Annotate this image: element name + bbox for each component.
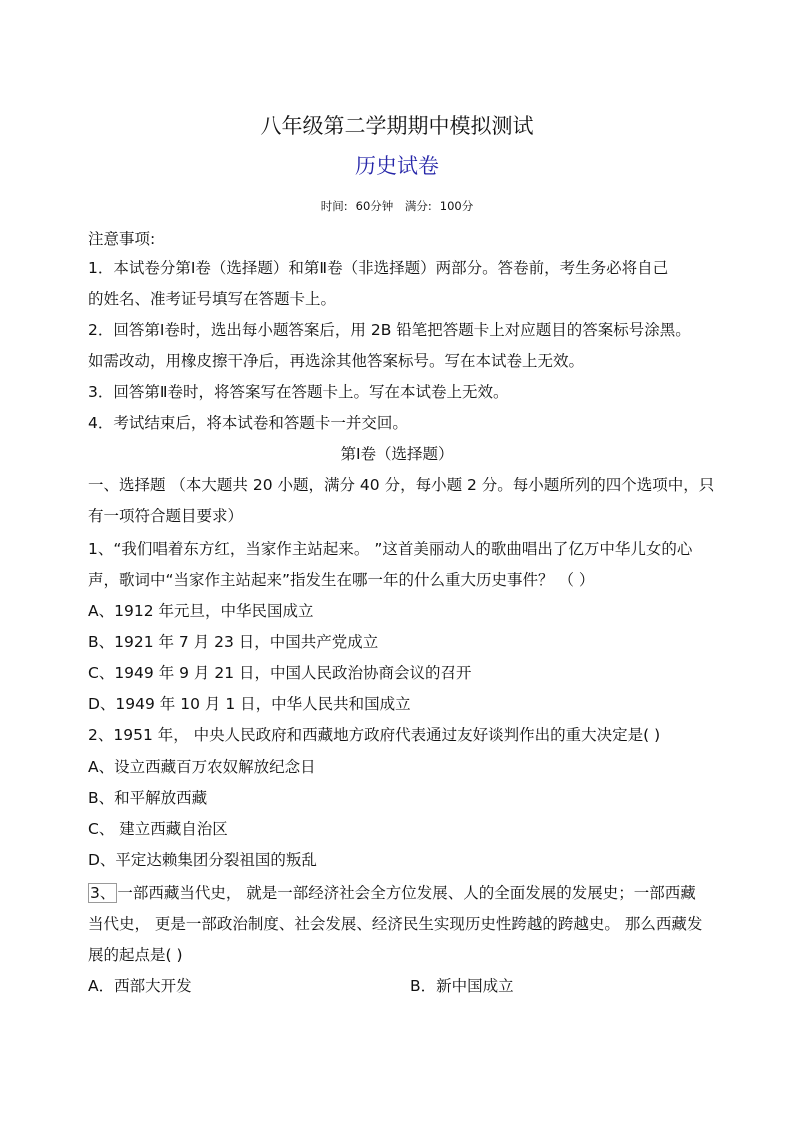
question-3-stem-end: 展的起点是( ) <box>88 946 183 964</box>
question-1-option-d: D、1949 年 10 月 1 日，中华人民共和国成立 <box>88 695 411 713</box>
question-3-option-b: B．新中国成立 <box>410 977 514 995</box>
question-2-option-a: A、设立西藏百万农奴解放纪念日 <box>88 758 316 776</box>
page-subtitle: 历史试卷 <box>355 154 439 178</box>
question-1-stem: 1、“我们唱着东方红，当家作主站起来。 ”这首美丽动人的歌曲唱出了亿万中华儿女的心 <box>88 540 693 558</box>
question-2-option-b: B、和平解放西藏 <box>88 789 208 807</box>
time-label: 时间: <box>320 199 348 213</box>
exam-meta <box>0 198 794 214</box>
score-label: 满分: <box>404 199 432 213</box>
section-intro: 一、选择题 （本大题共 20 小题，满分 40 分，每小题 2 分。每小题所列的四个选项中，只 <box>88 476 715 494</box>
question-3-option-a: A．西部大开发 <box>88 977 192 995</box>
question-1-option-a: A、1912 年元旦，中华民国成立 <box>88 602 314 620</box>
question-3-stem-cont: 当代史， 更是一部政治制度、社会发展、经济民生实现历史性跨越的跨越史。 那么西藏发 <box>88 915 703 933</box>
notice-item-1-cont: 的姓名、准考证号填写在答题卡上。 <box>88 290 337 308</box>
notice-item-3: 3．回答第Ⅱ卷时，将答案写在答题卡上。写在本试卷上无效。 <box>88 383 509 401</box>
question-3-number: 3、 <box>90 884 116 902</box>
section-intro-cont: 有一项符合题目要求） <box>88 507 244 525</box>
question-2-stem: 2、1951 年， 中央人民政府和西藏地方政府代表通过友好谈判作出的重大决定是( ) <box>88 726 661 744</box>
notice-heading: 注意事项: <box>88 230 156 248</box>
question-3-stem <box>88 882 696 904</box>
notice-item-1: 1．本试卷分第Ⅰ卷（选择题）和第Ⅱ卷（非选择题）两部分。答卷前，考生务必将自己 <box>88 259 669 277</box>
notice-item-4: 4．考试结束后，将本试卷和答题卡一并交回。 <box>88 414 408 432</box>
question-2-option-d: D、平定达赖集团分裂祖国的叛乱 <box>88 851 317 869</box>
notice-item-2-cont: 如需改动，用橡皮擦干净后，再选涂其他答案标号。写在本试卷上无效。 <box>88 352 585 370</box>
time-value: 60分钟 <box>355 199 394 213</box>
score-value: 100分 <box>439 199 474 213</box>
question-1-option-b: B、1921 年 7 月 23 日，中国共产党成立 <box>88 633 379 651</box>
question-3-stem-text: 一部西藏当代史， 就是一部经济社会全方位发展、人的全面发展的发展史；一部西藏 <box>117 884 696 902</box>
question-2-option-c: C、 建立西藏自治区 <box>88 820 228 838</box>
page-title: 八年级第二学期期中模拟测试 <box>260 114 534 138</box>
section-heading: 第Ⅰ卷（选择题） <box>340 445 454 463</box>
question-1-option-c: C、1949 年 9 月 21 日，中国人民政治协商会议的召开 <box>88 664 472 682</box>
notice-item-2: 2．回答第Ⅰ卷时，选出每小题答案后，用 2B 铅笔把答题卡上对应题目的答案标号涂黑。 <box>88 321 691 339</box>
question-1-stem-cont: 声，歌词中“当家作主站起来”指发生在哪一年的什么重大历史事件？ （ ） <box>88 571 595 589</box>
